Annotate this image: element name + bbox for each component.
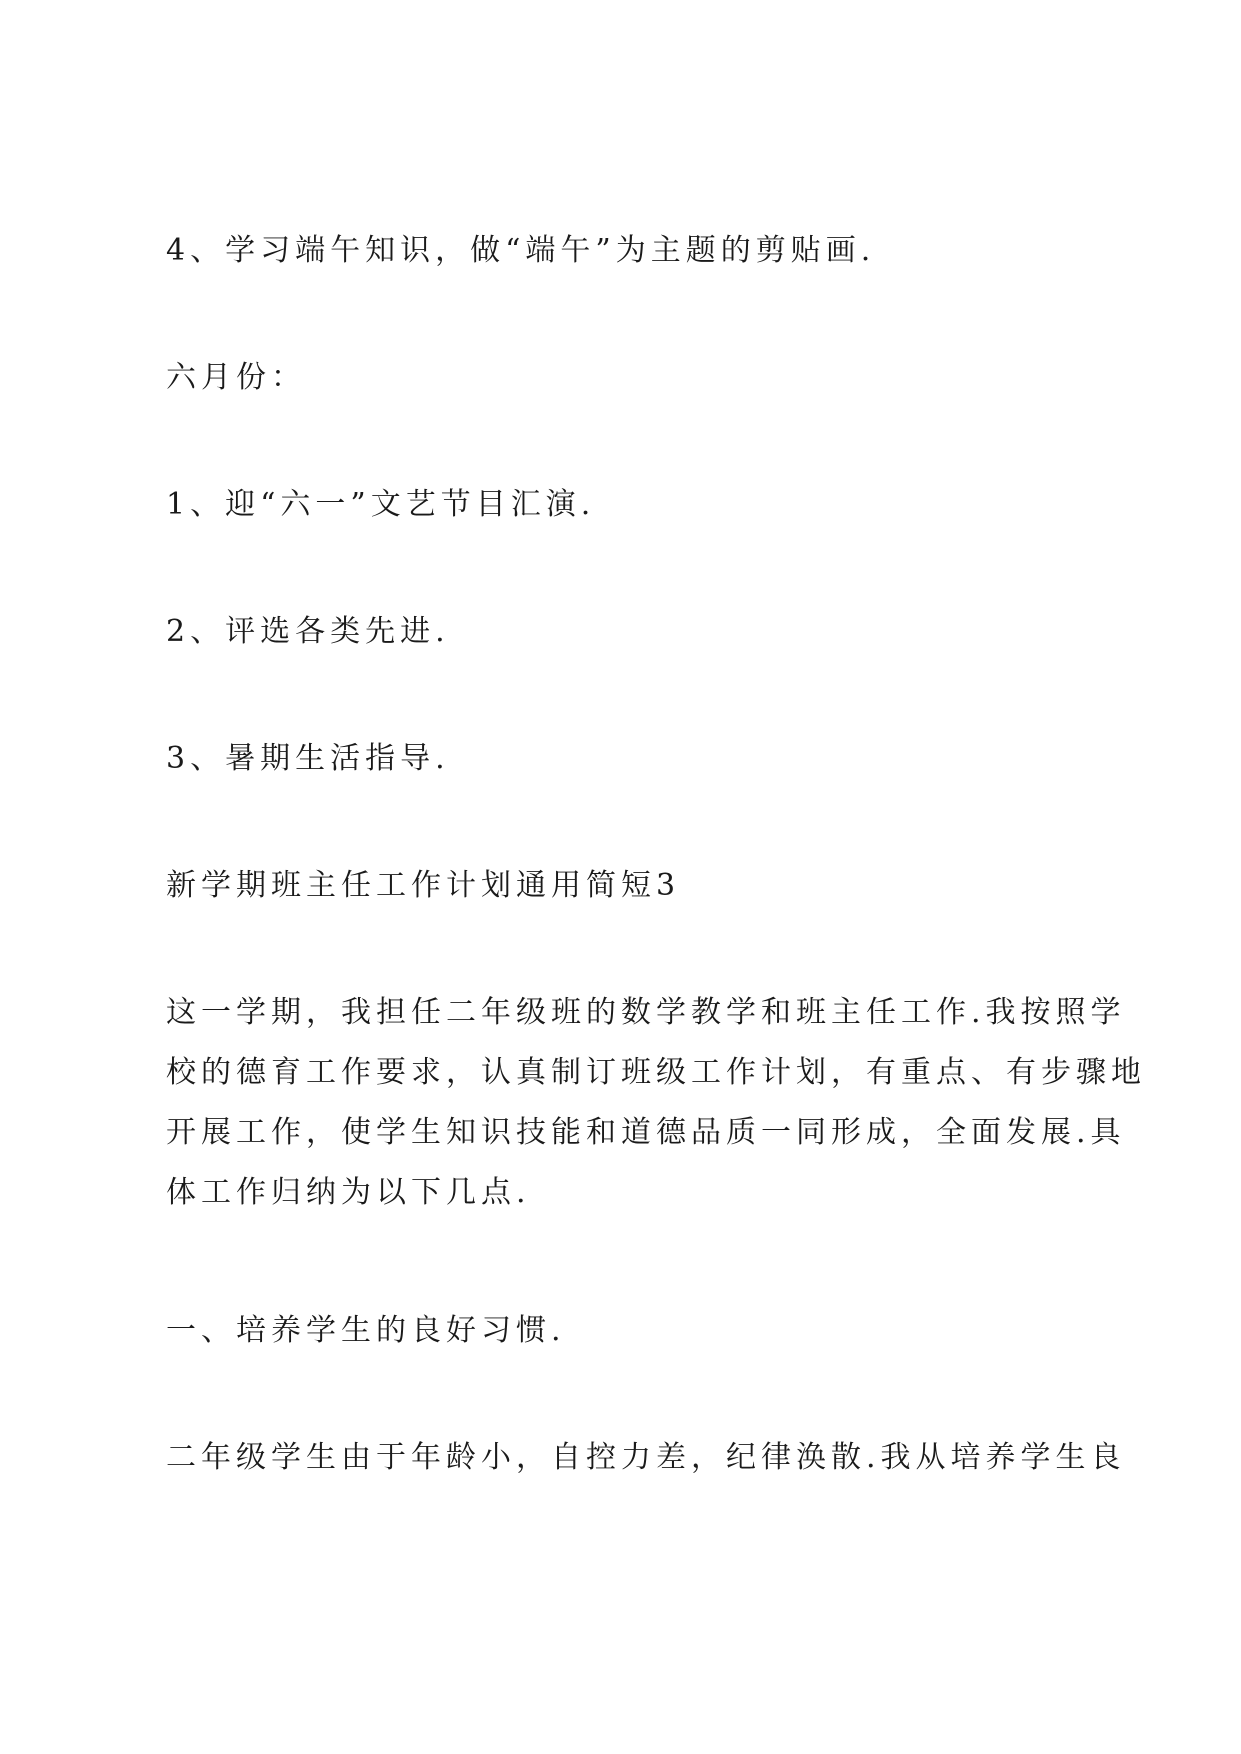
paragraph-line: 开展工作，使学生知识技能和道德品质一同形成，全面发展.具 — [166, 1115, 1126, 1150]
list-item-select-advanced: 2、评选各类先进. — [166, 614, 450, 649]
list-item-summer-guidance: 3、暑期生活指导. — [166, 741, 450, 776]
list-item-dragon-boat-collage: 4、学习端午知识，做“端午”为主题的剪贴画. — [166, 233, 876, 268]
section-title-plan-3: 新学期班主任工作计划通用简短3 — [166, 868, 681, 903]
list-item-childrens-day-performance: 1、迎“六一”文艺节目汇演. — [166, 487, 596, 522]
paragraph-line: 校的德育工作要求，认真制订班级工作计划，有重点、有步骤地 — [166, 1055, 1146, 1090]
paragraph-line: 这一学期，我担任二年级班的数学教学和班主任工作.我按照学 — [166, 995, 1126, 1030]
section-heading-good-habits: 一、培养学生的良好习惯. — [166, 1313, 566, 1348]
month-heading-june: 六月份： — [166, 360, 306, 395]
intro-paragraph — [166, 983, 1146, 1223]
paragraph-line: 体工作归纳为以下几点. — [166, 1175, 531, 1210]
habits-paragraph — [166, 1428, 1126, 1488]
paragraph-line: 二年级学生由于年龄小，自控力差，纪律涣散.我从培养学生良 — [166, 1440, 1126, 1475]
